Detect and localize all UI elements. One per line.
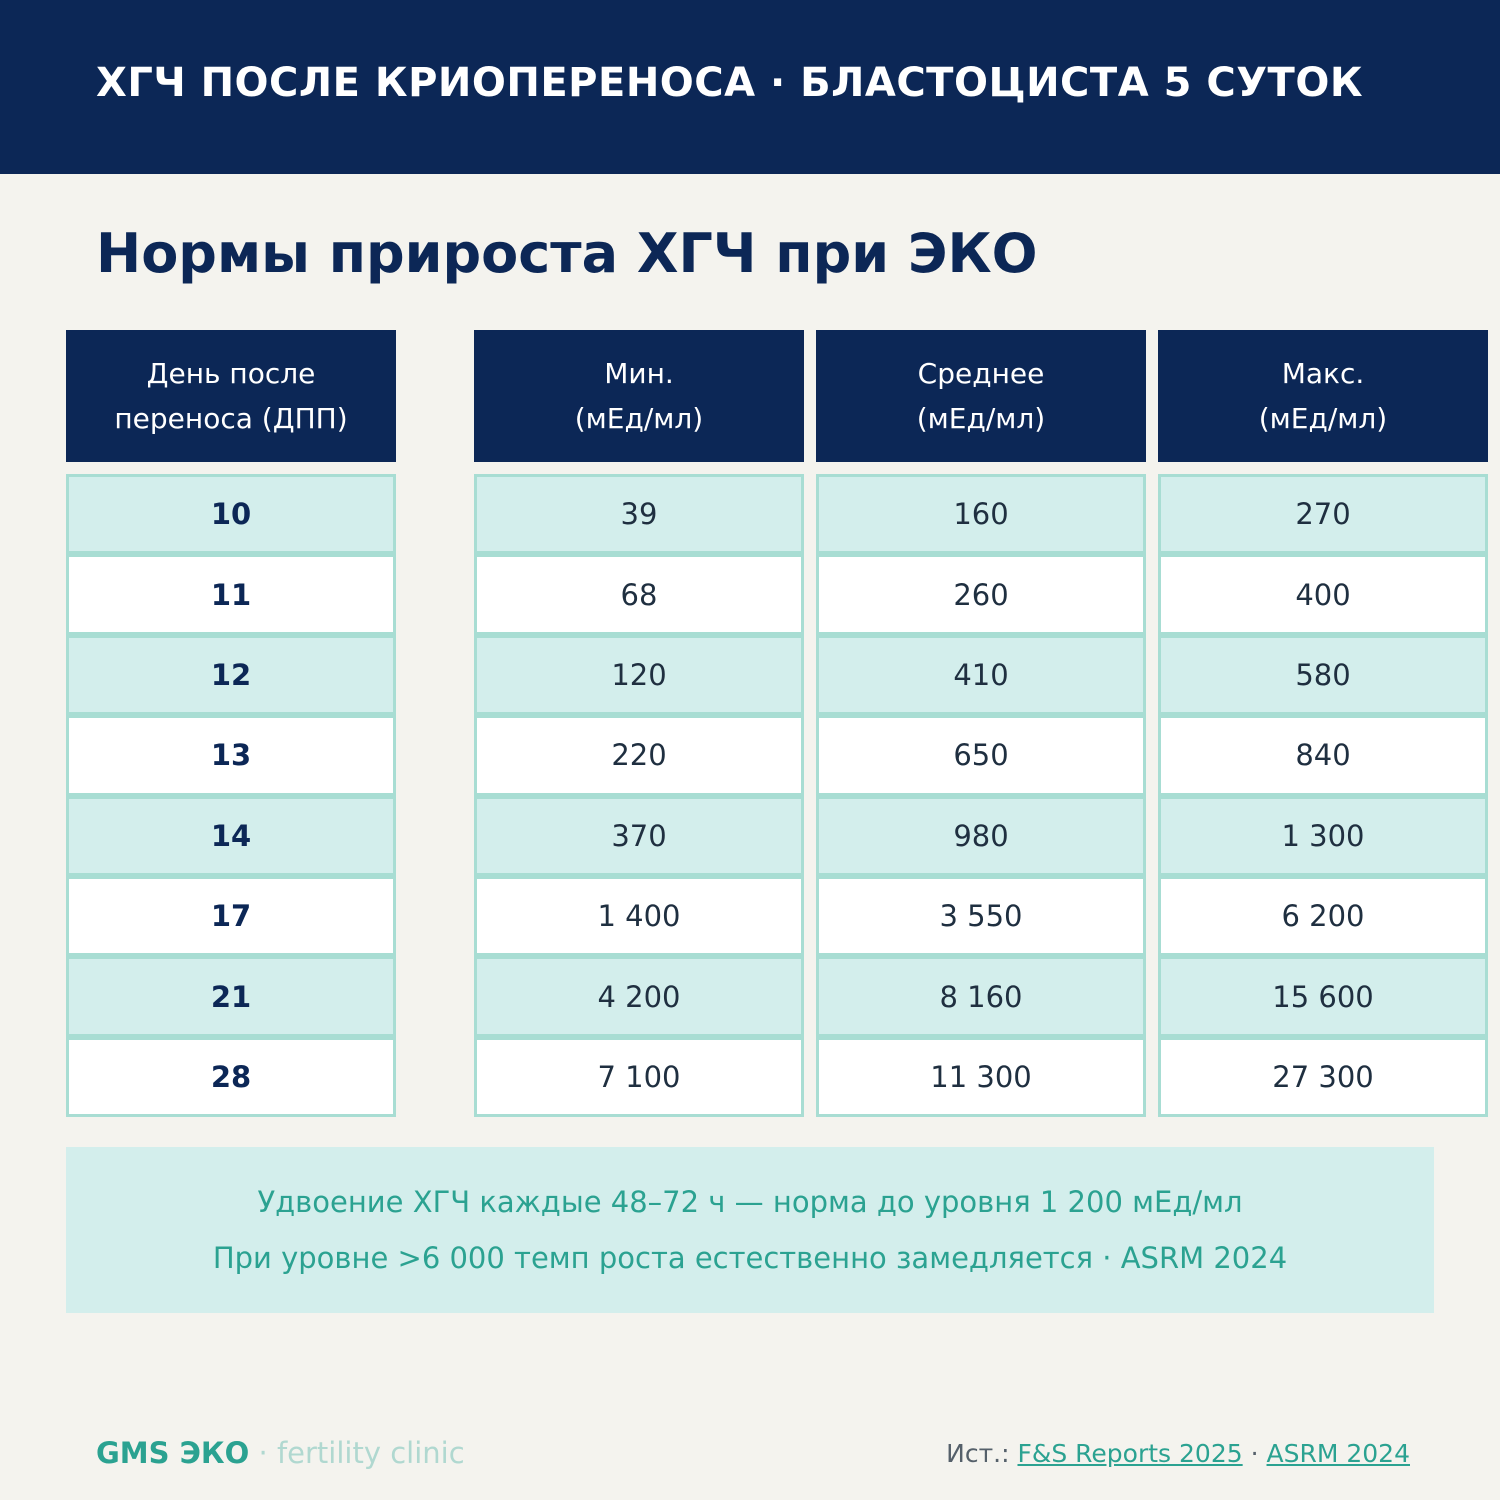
note-line-1: Удвоение ХГЧ каждые 48–72 ч — норма до уровня 1 200 мЕд/мл bbox=[257, 1185, 1243, 1219]
table-cell: 4 200 bbox=[474, 956, 804, 1036]
table-cell: 27 300 bbox=[1158, 1037, 1488, 1117]
table-cell: 580 bbox=[1158, 635, 1488, 715]
table-cell: 68 bbox=[474, 554, 804, 634]
table-cell: 220 bbox=[474, 715, 804, 795]
column-header-line1: Мин. bbox=[604, 357, 674, 390]
source-link-asrm[interactable]: ASRM 2024 bbox=[1266, 1439, 1410, 1468]
column-day bbox=[66, 330, 396, 1117]
table-cell: 400 bbox=[1158, 554, 1488, 634]
column-header-line2: (мЕд/мл) bbox=[1258, 402, 1388, 435]
table-cell: 14 bbox=[66, 796, 396, 876]
table-cell: 21 bbox=[66, 956, 396, 1036]
column-header-line2: переноса (ДПП) bbox=[114, 402, 348, 435]
brand-name: GMS ЭКО bbox=[96, 1436, 250, 1470]
column-header-line2: (мЕд/мл) bbox=[916, 402, 1046, 435]
table-cell: 160 bbox=[816, 474, 1146, 554]
column-avg bbox=[816, 330, 1146, 1117]
table-cell: 3 550 bbox=[816, 876, 1146, 956]
note-box bbox=[66, 1147, 1434, 1313]
source-link-fs-reports[interactable]: F&S Reports 2025 bbox=[1017, 1439, 1243, 1468]
table-cell: 11 300 bbox=[816, 1037, 1146, 1117]
table-cell: 17 bbox=[66, 876, 396, 956]
table-cell: 7 100 bbox=[474, 1037, 804, 1117]
table-cell: 1 300 bbox=[1158, 796, 1488, 876]
top-banner bbox=[0, 0, 1500, 174]
column-min bbox=[474, 330, 804, 1117]
table-cell: 650 bbox=[816, 715, 1146, 795]
table-cell: 12 bbox=[66, 635, 396, 715]
column-body-max bbox=[1158, 474, 1488, 1117]
source-label: Ист.: bbox=[946, 1439, 1010, 1468]
table-cell: 11 bbox=[66, 554, 396, 634]
column-header-line2: (мЕд/мл) bbox=[574, 402, 704, 435]
table-cell: 840 bbox=[1158, 715, 1488, 795]
table-cell: 120 bbox=[474, 635, 804, 715]
brand-subtitle: fertility clinic bbox=[276, 1436, 465, 1470]
column-header-day bbox=[66, 330, 396, 462]
table-cell: 13 bbox=[66, 715, 396, 795]
banner-title: ХГЧ ПОСЛЕ КРИОПЕРЕНОСА · БЛАСТОЦИСТА 5 СУТОК bbox=[96, 60, 1364, 106]
column-header-min bbox=[474, 330, 804, 462]
table-cell: 1 400 bbox=[474, 876, 804, 956]
source-separator: · bbox=[1250, 1439, 1259, 1468]
table-cell: 15 600 bbox=[1158, 956, 1488, 1036]
note-line-2: При уровне >6 000 темп роста естественно замедляется · ASRM 2024 bbox=[212, 1241, 1288, 1275]
table-cell: 260 bbox=[816, 554, 1146, 634]
column-body-day bbox=[66, 474, 396, 1117]
column-header-line1: День после bbox=[146, 357, 316, 390]
source-line bbox=[946, 1439, 1410, 1468]
table-cell: 980 bbox=[816, 796, 1146, 876]
column-header-max bbox=[1158, 330, 1488, 462]
column-header-line1: Среднее bbox=[917, 357, 1045, 390]
brand bbox=[96, 1436, 465, 1470]
column-body-min bbox=[474, 474, 804, 1117]
column-max bbox=[1158, 330, 1488, 1117]
column-body-avg bbox=[816, 474, 1146, 1117]
page-title: Нормы прироста ХГЧ при ЭКО bbox=[96, 222, 1038, 285]
brand-separator: · bbox=[258, 1436, 268, 1470]
column-header-line1: Макс. bbox=[1281, 357, 1365, 390]
table-cell: 39 bbox=[474, 474, 804, 554]
table-cell: 370 bbox=[474, 796, 804, 876]
table-cell: 8 160 bbox=[816, 956, 1146, 1036]
table-cell: 6 200 bbox=[1158, 876, 1488, 956]
table-cell: 28 bbox=[66, 1037, 396, 1117]
table-cell: 270 bbox=[1158, 474, 1488, 554]
table-cell: 10 bbox=[66, 474, 396, 554]
column-header-avg bbox=[816, 330, 1146, 462]
table-cell: 410 bbox=[816, 635, 1146, 715]
